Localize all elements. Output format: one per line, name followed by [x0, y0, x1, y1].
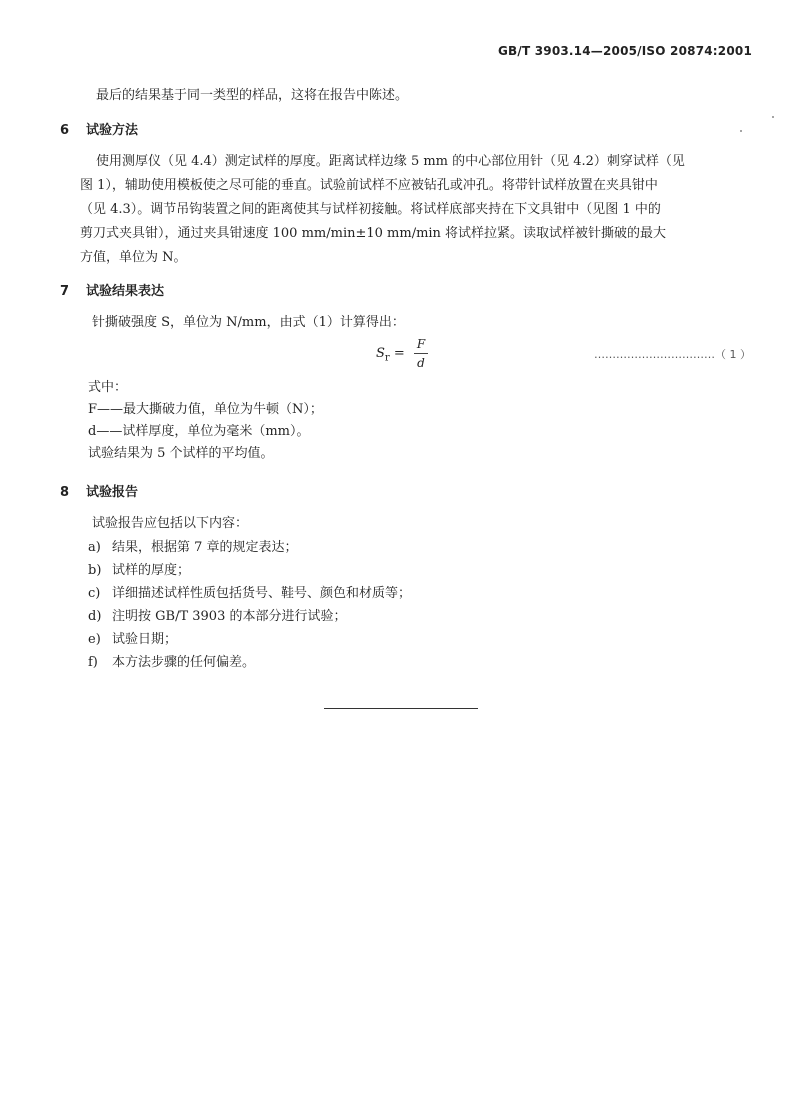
variable-definition: d——试样厚度，单位为毫米（mm）。: [88, 424, 310, 439]
section-6-line: 方值，单位为 N。: [80, 250, 187, 265]
section-8-number: 8: [60, 485, 70, 500]
list-text: 结果，根据第 7 章的规定表达；: [112, 540, 298, 555]
formula-fraction: [414, 336, 428, 371]
section-6-title: 试验方法: [86, 123, 139, 138]
formula-numerator: F: [416, 337, 426, 351]
list-label: e): [88, 632, 101, 647]
list-item: [88, 630, 177, 650]
section-8-title: 试验报告: [86, 485, 139, 500]
list-text: 试验日期；: [112, 632, 178, 647]
scan-speck: [740, 130, 742, 132]
scan-speck: [772, 116, 774, 118]
section-6-line: 使用测厚仪（见 4.4）测定试样的厚度。距离试样边缘 5 mm 的中心部位用针（见 4.2）刺穿试样（见: [96, 154, 685, 169]
end-of-document-rule: [324, 708, 478, 709]
result-line: 试验结果为 5 个试样的平均值。: [88, 446, 274, 461]
section-7-lead: 针撕破强度 S，单位为 N/mm，由式（1）计算得出：: [92, 315, 405, 330]
section-6-line: 剪刀式夹具钳），通过夹具钳速度 100 mm/min±10 mm/min 将试样拉紧。读取试样被针撕破的最大: [80, 226, 667, 241]
list-item: [88, 653, 255, 673]
where-label: 式中：: [88, 380, 128, 395]
section-7-heading: [60, 280, 164, 299]
section-8-heading: [60, 481, 138, 500]
standard-number-header: GB/T 3903.14—2005/ISO 20874:2001: [497, 44, 752, 58]
list-text: 注明按 GB/T 3903 的本部分进行试验；: [112, 609, 347, 624]
variable-definition: F——最大撕破力值，单位为牛顿（N）；: [88, 402, 323, 417]
fraction-bar: [414, 353, 428, 354]
list-label: c): [88, 586, 101, 601]
list-item: [88, 561, 190, 581]
section-6-line: 图 1），辅助使用模板使之尽可能的垂直。试验前试样不应被钻孔或冲孔。将带针试样放置在夹具钳中: [80, 178, 658, 193]
list-item: [88, 607, 346, 627]
list-item: [88, 584, 411, 604]
intro-line: 最后的结果基于同一类型的样品，这将在报告中陈述。: [96, 88, 409, 103]
formula-lhs: $S_r$ =: [376, 346, 405, 364]
list-label: b): [88, 563, 102, 578]
list-text: 本方法步骤的任何偏差。: [112, 655, 256, 670]
section-6-heading: [60, 119, 138, 138]
list-item: [88, 538, 298, 558]
formula-symbol-s: S: [376, 346, 385, 361]
list-text: 详细描述试样性质包括货号、鞋号、颜色和材质等；: [112, 586, 412, 601]
list-text: 试样的厚度；: [112, 563, 191, 578]
formula-1: [0, 336, 800, 376]
section-8-lead: 试验报告应包括以下内容：: [92, 516, 249, 531]
list-label: f): [88, 655, 98, 670]
formula-denominator: d: [417, 356, 425, 370]
section-6-line: （见 4.3）。调节吊钩装置之间的距离使其与试样初接触。将试样底部夹持在下文具钳中（见图 1 中的: [80, 202, 661, 217]
formula-equation-number: ……………………………（ 1 ）: [594, 348, 751, 361]
section-6-number: 6: [60, 123, 70, 138]
list-label: d): [88, 609, 102, 624]
section-7-number: 7: [60, 284, 70, 299]
section-7-title: 试验结果表达: [86, 284, 165, 299]
section-6-body: [80, 150, 756, 270]
list-label: a): [88, 540, 101, 555]
formula-subscript: r: [384, 352, 390, 364]
